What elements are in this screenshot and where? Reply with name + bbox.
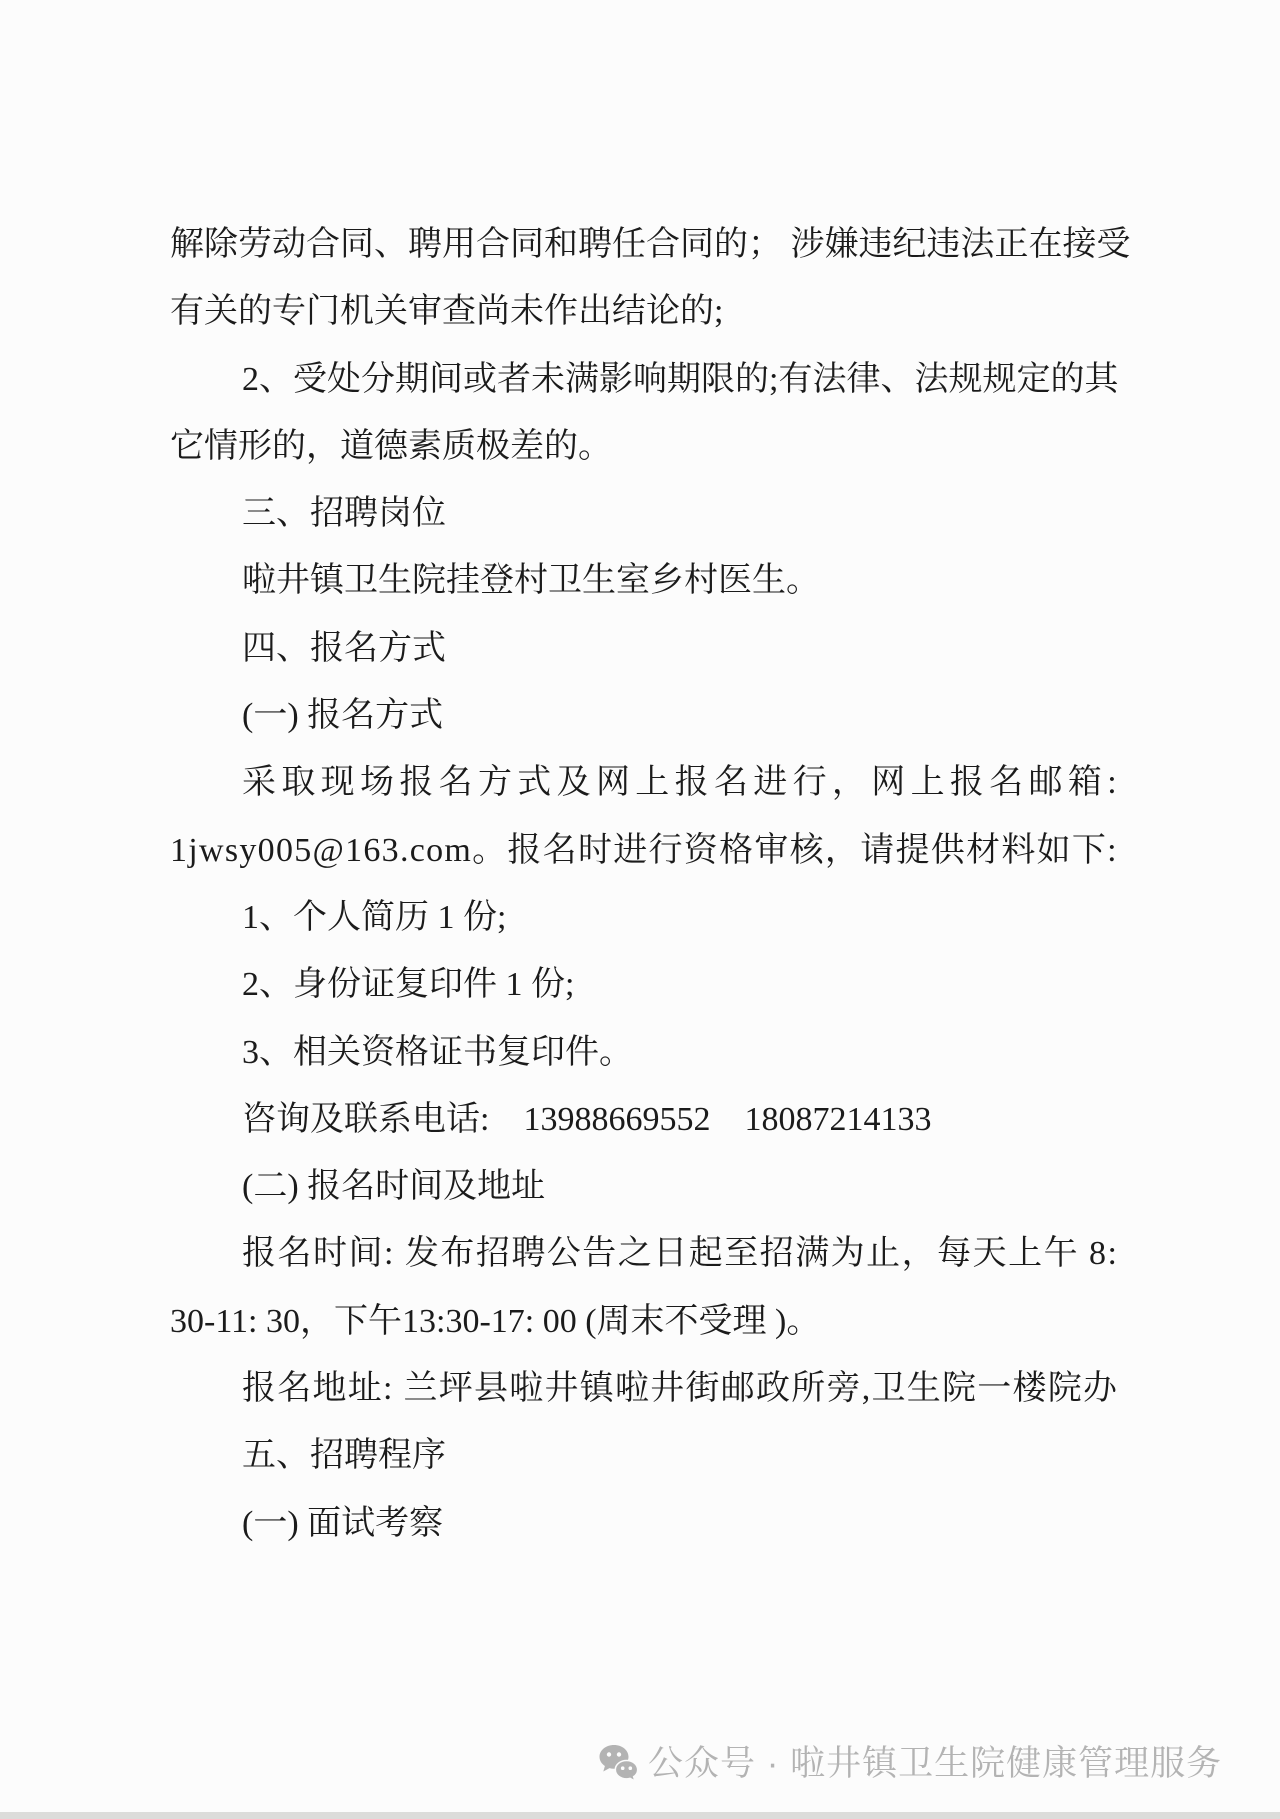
doc-line: (一) 面试考察 xyxy=(242,1504,444,1542)
doc-line: 解 除 劳 动 合 同 、 聘 用 合 同 和 聘 任 合 同 的 ； 涉 嫌 违 纪 违 法 正 在 接 受 xyxy=(170,226,1131,263)
doc-line: 2 、 受 处 分 期 间 或 者 未 满 影 响 期 限 的 ; 有 法 律 、 法 规 规 定 的 其 xyxy=(242,360,1119,398)
watermark-text: 公众号 · 啦井镇卫生院健康管理服务 xyxy=(648,1744,1223,1783)
doc-line: 四、报名方式 xyxy=(242,629,446,667)
doc-line: 1 j w s y 0 0 5 @ 1 6 3 . c o m 。 报 名 时 进 行 资 格 审 核 ， 请 提 供 材 料 如 下 : xyxy=(170,831,1117,869)
doc-line: 啦井镇卫生院挂登村卫生室乡村医生。 xyxy=(242,562,820,600)
doc-line: 30-11: 30，下午13:30-17: 00 (周末不受理 )。 xyxy=(170,1302,821,1340)
doc-line: (一) 报名方式 xyxy=(242,697,444,735)
doc-line: 3、相关资格证书复印件。 xyxy=(242,1033,633,1071)
doc-line: 1、个人简历 1 份; xyxy=(242,898,507,936)
doc-line: 有关的专门机关审查尚未作出结论的; xyxy=(170,293,724,331)
doc-line: 五、招聘程序 xyxy=(242,1437,446,1475)
doc-line: 报 名 时 间 : 发 布 招 聘 公 告 之 日 起 至 招 满 为 止 ， 每 天 上 午 8 : xyxy=(242,1235,1117,1273)
doc-line: 它情形的，道德素质极差的。 xyxy=(170,427,612,465)
wechat-watermark xyxy=(597,1742,1222,1786)
doc-line: 报 名 地 址 : 兰 坪 县 啦 井 镇 啦 井 街 邮 政 所 旁 , 卫 生 院 一 楼 院 办 xyxy=(242,1370,1117,1408)
doc-line: 2、身份证复印件 1 份; xyxy=(242,966,575,1004)
doc-line: 采 取 现 场 报 名 方 式 及 网 上 报 名 进 行 ， 网 上 报 名 邮 箱 : xyxy=(242,764,1117,802)
wechat-icon xyxy=(597,1743,639,1785)
doc-line: (二) 报名时间及地址 xyxy=(242,1168,546,1206)
bottom-edge-bar xyxy=(0,1812,1280,1819)
doc-line: 三、招聘岗位 xyxy=(242,495,446,533)
doc-line: 咨询及联系电话: 13988669552 18087214133 xyxy=(242,1100,932,1138)
document-text xyxy=(170,211,1131,1557)
